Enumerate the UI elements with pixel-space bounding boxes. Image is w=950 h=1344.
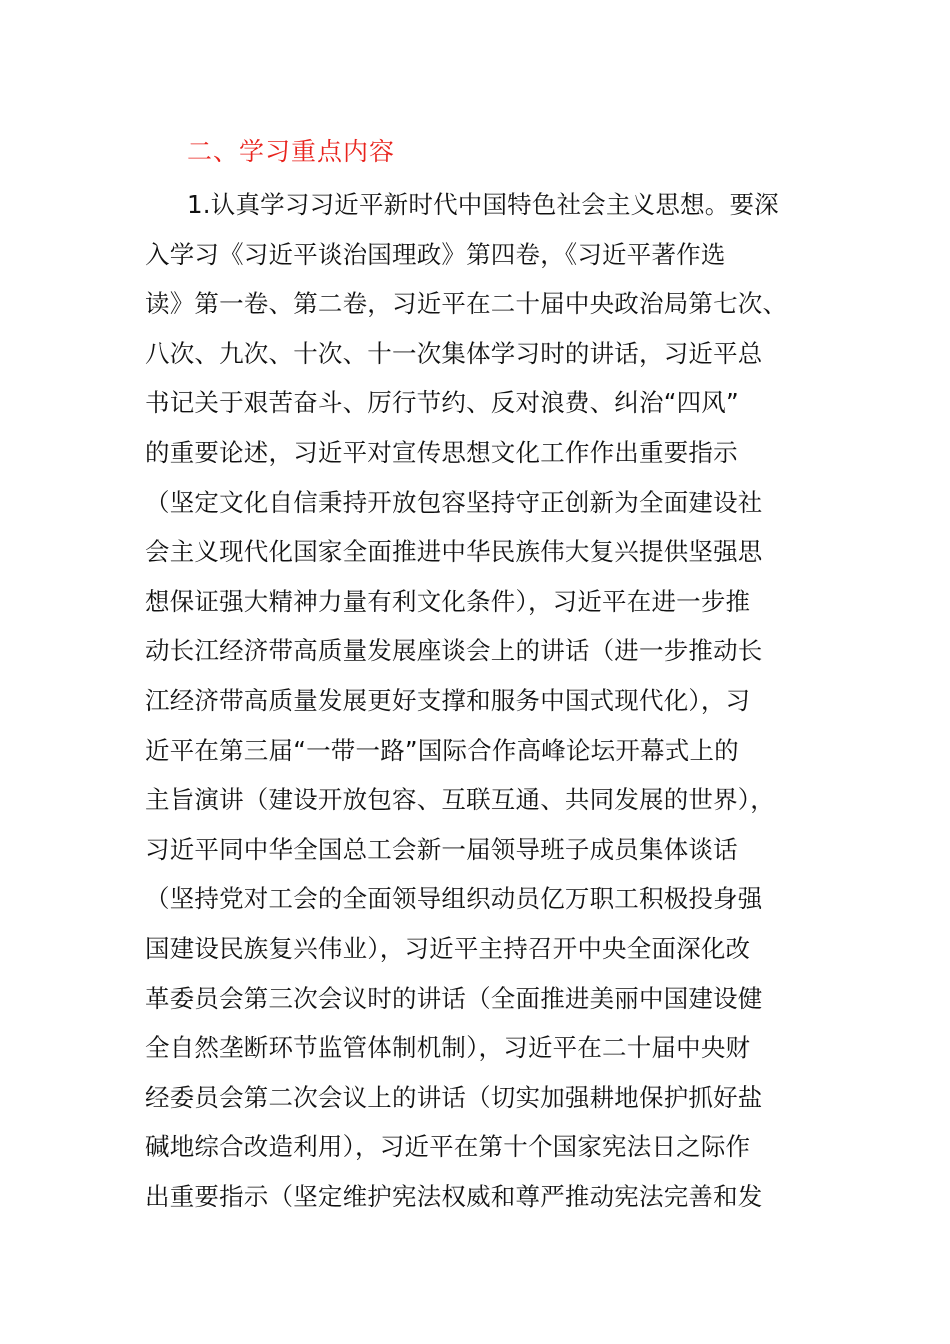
paragraph-line: 革委员会第三次会议时的讲话（全面推进美丽中国建设健	[145, 983, 763, 1013]
paragraph-line: 习近平同中华全国总工会新一届领导班子成员集体谈话	[145, 834, 738, 864]
paragraph-line: 近平在第三届“一带一路”国际合作高峰论坛开幕式上的	[145, 735, 739, 765]
paragraph-line: 1.认真学习习近平新时代中国特色社会主义思想。要深	[187, 190, 779, 219]
paragraph-line: 江经济带高质量发展更好支撑和服务中国式现代化），习	[145, 685, 751, 715]
paragraph-line: （坚定文化自信秉持开放包容坚持守正创新为全面建设社	[145, 487, 763, 517]
body-paragraph	[145, 180, 805, 1221]
paragraph-line: 动长江经济带高质量发展座谈会上的讲话（进一步推动长	[145, 636, 763, 666]
paragraph-line: 碱地综合改造利用），习近平在第十个国家宪法日之际作	[145, 1132, 751, 1162]
paragraph-line: 出重要指示（坚定维护宪法权威和尊严推动宪法完善和发	[145, 1181, 763, 1211]
paragraph-line: 的重要论述，习近平对宣传思想文化工作作出重要指示	[145, 437, 738, 467]
paragraph-line: 经委员会第二次会议上的讲话（切实加强耕地保护抓好盐	[145, 1082, 763, 1112]
paragraph-line: 入学习《习近平谈治国理政》第四卷，《习近平著作选	[145, 239, 726, 269]
section-heading: 二、学习重点内容	[187, 137, 396, 166]
paragraph-line: 八次、九次、十次、十一次集体学习时的讲话，习近平总	[145, 338, 763, 368]
paragraph-line: 书记关于艰苦奋斗、厉行节约、反对浪费、纠治“四风”	[145, 388, 739, 418]
paragraph-line: 想保证强大精神力量有利文化条件），习近平在进一步推	[145, 586, 751, 616]
paragraph-line: 全自然垄断环节监管体制机制），习近平在二十届中央财	[145, 1033, 751, 1063]
paragraph-line: 主旨演讲（建设开放包容、互联互通、共同发展的世界），	[145, 785, 775, 815]
paragraph-line: （坚持党对工会的全面领导组织动员亿万职工积极投身强	[145, 884, 763, 914]
paragraph-line: 会主义现代化国家全面推进中华民族伟大复兴提供坚强思	[145, 537, 763, 567]
paragraph-line: 读》第一卷、第二卷，习近平在二十届中央政治局第七次、	[145, 289, 788, 319]
paragraph-line: 国建设民族复兴伟业），习近平主持召开中央全面深化改	[145, 933, 751, 963]
